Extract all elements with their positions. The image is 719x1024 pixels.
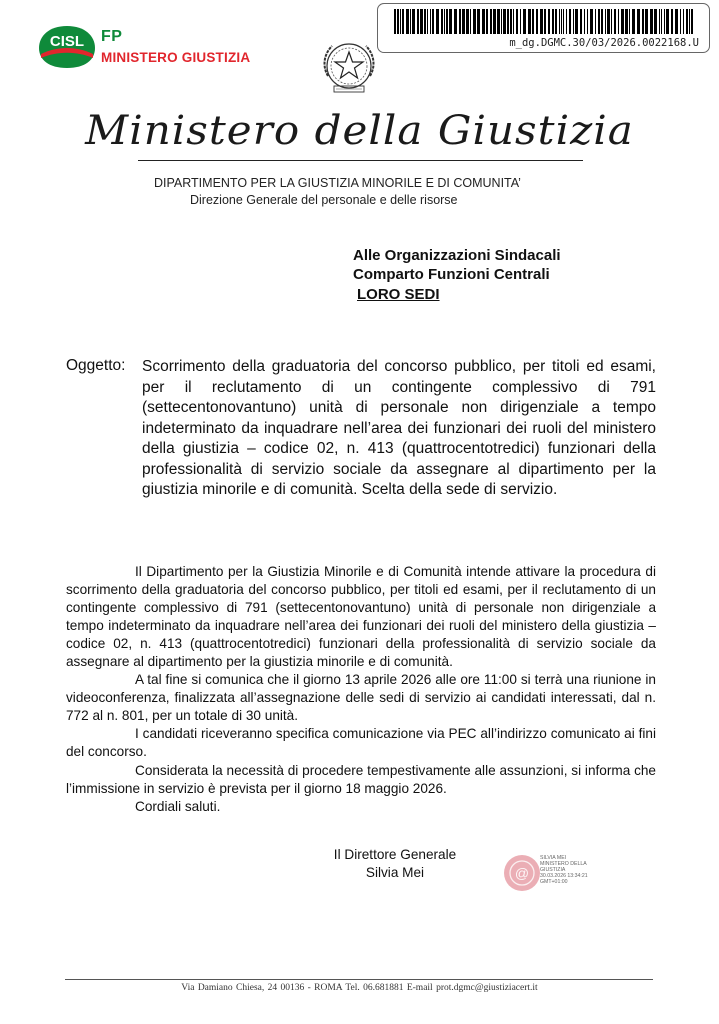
svg-text:@: @: [514, 865, 530, 881]
addressee-line: LORO SEDI: [357, 286, 440, 303]
body-paragraph: I candidati riceveranno specifica comunicazione via PEC all’indirizzo comunicato ai fini del concorso.: [66, 726, 656, 760]
digital-signature-seal-icon: [502, 853, 542, 893]
digital-signature-details: [540, 855, 588, 885]
seal-line: 30.03.2026 13:34:21: [540, 873, 588, 880]
logo-cisl-text: CISL: [49, 33, 85, 50]
logo-subtitle: MINISTERO GIUSTIZIA: [101, 50, 251, 65]
italian-republic-emblem-icon: [318, 36, 380, 98]
body-paragraph: Il Dipartimento per la Giustizia Minorile e di Comunità intende attivare la procedura di scorrimento della graduatoria del concorso pubblico, per titoli ed esami, per il reclutamento di un contingente complessivo di 791 (settecentonovantuno) unità di personale non dirigenziale a tempo indeterminato da inquadrare nell’area dei funzionari dei ruoli del ministero della giustizia – codice 02, n. 413 (quattrocentotredici) funzionari della professionalità di servizio sociale da assegnare al dipartimento per la giustizia minorile e di comunità.: [66, 564, 656, 670]
ministry-title: Ministero della Giustizia: [85, 108, 634, 154]
protocol-number: m_dg.DGMC.30/03/2026.0022168.U: [509, 37, 699, 49]
footer-address: Via Damiano Chiesa, 24 00136 - ROMA Tel. 06.681881 E-mail prot.dgmc@giustiziacert.it: [181, 983, 538, 993]
addressee-line: Comparto Funzioni Centrali: [353, 266, 550, 283]
body-paragraph: A tal fine si comunica che il giorno 13 aprile 2026 alle ore 11:00 si terrà una riunione in videoconferenza, finalizzata all’assegnazione delle sedi di servizio ai candidati interessati, dal n. 772 al n. 801, per un totale di 30 unità.: [66, 672, 656, 724]
logo-fp-text: FP: [101, 28, 123, 45]
title-divider: [138, 160, 583, 161]
seal-line: MINISTERO DELLA: [540, 861, 587, 868]
cisl-fp-logo: [37, 24, 97, 70]
barcode-icon: [394, 9, 697, 34]
signatory-role: Il Direttore Generale: [333, 847, 457, 862]
directorate-name: Direzione Generale del personale e delle risorse: [190, 193, 458, 207]
signatory-name: Silvia Mei: [365, 865, 425, 880]
footer-divider: [65, 979, 653, 980]
department-name: DIPARTIMENTO PER LA GIUSTIZIA MINORILE E DI COMUNITA’: [154, 176, 521, 190]
seal-line: GMT+01:00: [540, 879, 568, 886]
closing-greeting: Cordiali saluti.: [135, 798, 221, 814]
seal-line: SILVIA MEI: [540, 855, 567, 861]
seal-line: GIUSTIZIA: [540, 867, 566, 874]
body-paragraph: Considerata la necessità di procedere tempestivamente alle assunzioni, si informa che l’immissione in servizio è prevista per il giorno 18 maggio 2026.: [66, 762, 656, 796]
letter-body: [66, 563, 656, 816]
subject-text: Scorrimento della graduatoria del concorso pubblico, per titoli ed esami, per il reclutamento di un contingente complessivo di 791 (settecentonovantuno) unità di personale non dirigenziale a tempo indeterminato da inquadrare nell’area dei funzionari dei ruoli del ministero della giustizia – codice 02, n. 413 (quattrocentotredici) funzionari della professionalità di servizio sociale da assegnare al dipartimento per la giustizia minorile e di comunità. Scelta della sede di servizio.: [142, 358, 656, 498]
subject-label: Oggetto:: [66, 357, 126, 374]
addressee-line: Alle Organizzazioni Sindacali: [353, 247, 561, 264]
